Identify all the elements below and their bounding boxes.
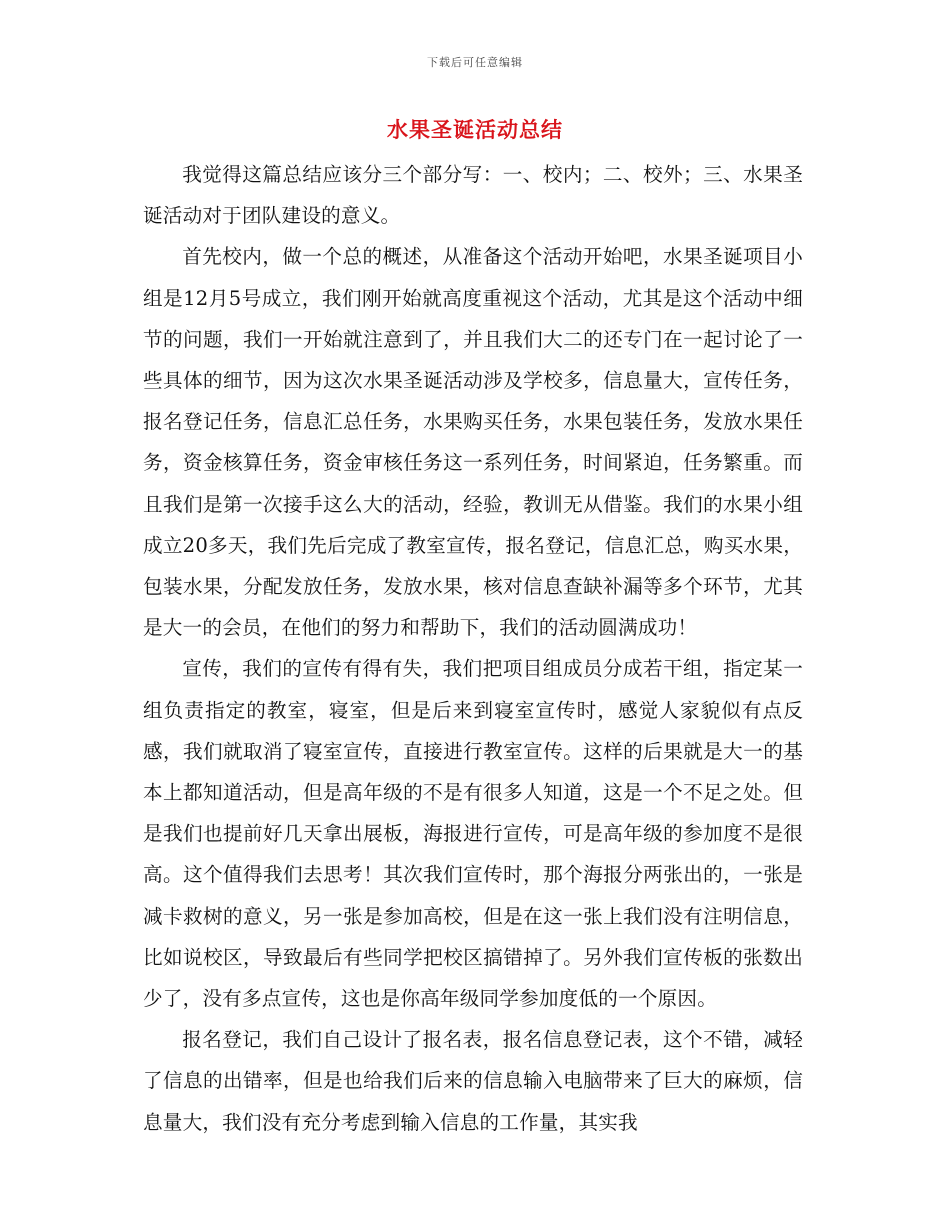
header-note: 下载后可任意编辑	[427, 56, 523, 69]
document-body	[143, 154, 803, 1143]
document-title: 水果圣诞活动总结	[387, 117, 563, 142]
paragraph-registration: 报名登记，我们自己设计了报名表，报名信息登记表，这个不错，减轻了信息的出错率，但是也给我们后来的信息输入电脑带来了巨大的麻烦，信息量大，我们没有充分考虑到输入信息的工作量，其实我	[143, 1028, 803, 1134]
paragraph-intro: 我觉得这篇总结应该分三个部分写：一、校内；二、校外；三、水果圣诞活动对于团队建设的意义。	[143, 163, 803, 228]
paragraph-publicity: 宣传，我们的宣传有得有失，我们把项目组成员分成若干组，指定某一组负责指定的教室，寝室，但是后来到寝室宣传时，感觉人家貌似有点反感，我们就取消了寝室宣传，直接进行教室宣传。这样的后果就是大一的基本上都知道活动，但是高年级的不是有很多人知道，这是一个不足之处。但是我们也提前好几天拿出展板，海报进行宣传，可是高年级的参加度不是很高。这个值得我们去思考！其次我们宣传时，那个海报分两张出的，一张是减卡救树的意义，另一张是参加高校，但是在这一张上我们没有注明信息，比如说校区，导致最后有些同学把校区搞错掉了。另外我们宣传板的张数出少了，没有多点宣传，这也是你高年级同学参加度低的一个原因。	[143, 657, 803, 1011]
paragraph-campus-overview: 首先校内，做一个总的概述，从准备这个活动开始吧，水果圣诞项目小组是12月5号成立，我们刚开始就高度重视这个活动，尤其是这个活动中细节的问题，我们一开始就注意到了，并且我们大二的还专门在一起讨论了一些具体的细节，因为这次水果圣诞活动涉及学校多，信息量大，宣传任务，报名登记任务，信息汇总任务，水果购买任务，水果包装任务，发放水果任务，资金核算任务，资金审核任务这一系列任务，时间紧迫，任务繁重。而且我们是第一次接手这么大的活动，经验，教训无从借鉴。我们的水果小组成立20多天，我们先后完成了教室宣传，报名登记，信息汇总，购买水果，包装水果，分配发放任务，发放水果，核对信息查缺补漏等多个环节，尤其是大一的会员，在他们的努力和帮助下，我们的活动圆满成功！	[143, 245, 803, 640]
